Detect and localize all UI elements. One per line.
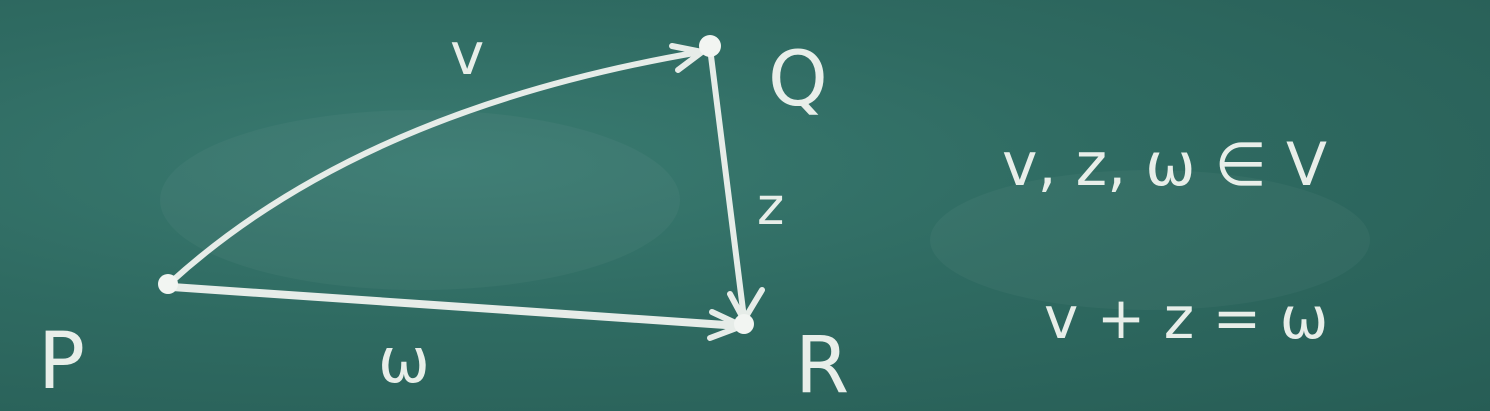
vector-z-arrow [710, 48, 744, 318]
vector-w-arrow [172, 287, 740, 326]
point-q-label: Q [768, 34, 828, 123]
point-q-dot [699, 35, 721, 57]
sum-equation: v + z = ω [1044, 284, 1329, 352]
point-p-label: P [38, 317, 86, 407]
point-r-dot [734, 314, 754, 334]
vector-z-label: z [757, 177, 785, 237]
vector-v-label: v [450, 20, 485, 88]
point-r-label: R [795, 321, 850, 411]
vector-w-label: ω [378, 324, 430, 397]
point-p-dot [158, 274, 178, 294]
board-smudge [160, 110, 680, 290]
membership-equation: v, z, ω ∈ V [1002, 130, 1327, 200]
